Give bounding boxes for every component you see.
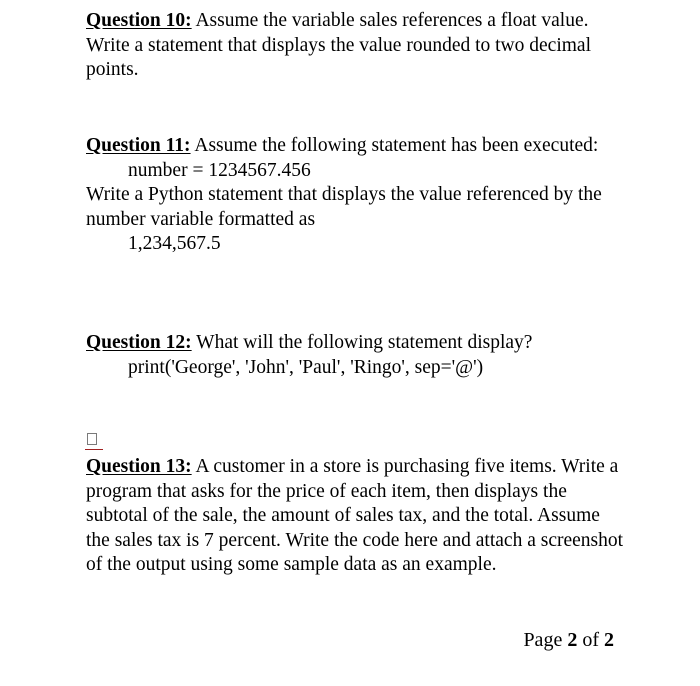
page-total: 2 [604,629,614,651]
checkbox-icon[interactable] [87,433,97,445]
checkbox-underline [85,449,103,450]
question-11-output: 1,234,567.5 [128,233,221,254]
question-13-label: Question 13: [86,456,192,477]
page-current: 2 [567,629,578,651]
question-13-text: A customer in a store is purchasing five items. Write a program that asks for the price of each item, then displays the subtotal of the sale, the amount of sales tax, and the total. Assume the sales tax is 7 percent. Write the code here and attach a screenshot of the output using some sample data as an example. [86,456,624,575]
question-12 [86,331,626,380]
page-word: Page [523,629,563,651]
question-11-code: number = 1234567.456 [128,159,311,181]
question-11 [86,134,626,257]
page-of-word: of [582,629,599,651]
question-10-text: Assume the variable sales references a float value. Write a statement that displays the value rounded to two decimal points. [86,10,591,80]
question-11-label: Question 11: [86,135,191,156]
question-12-code: print('George', 'John', 'Paul', 'Ringo', sep='@') [128,356,484,378]
question-12-text: What will the following statement display? [191,332,533,353]
question-10 [86,9,626,83]
question-11-text: Assume the following statement has been executed: [190,135,599,156]
question-11-text-2: Write a Python statement that displays the value referenced by the number variable formatted as [86,184,602,230]
question-10-label: Question 10: [86,10,192,31]
question-13 [86,455,626,578]
page-number [523,628,614,652]
question-12-label: Question 12: [86,332,192,353]
